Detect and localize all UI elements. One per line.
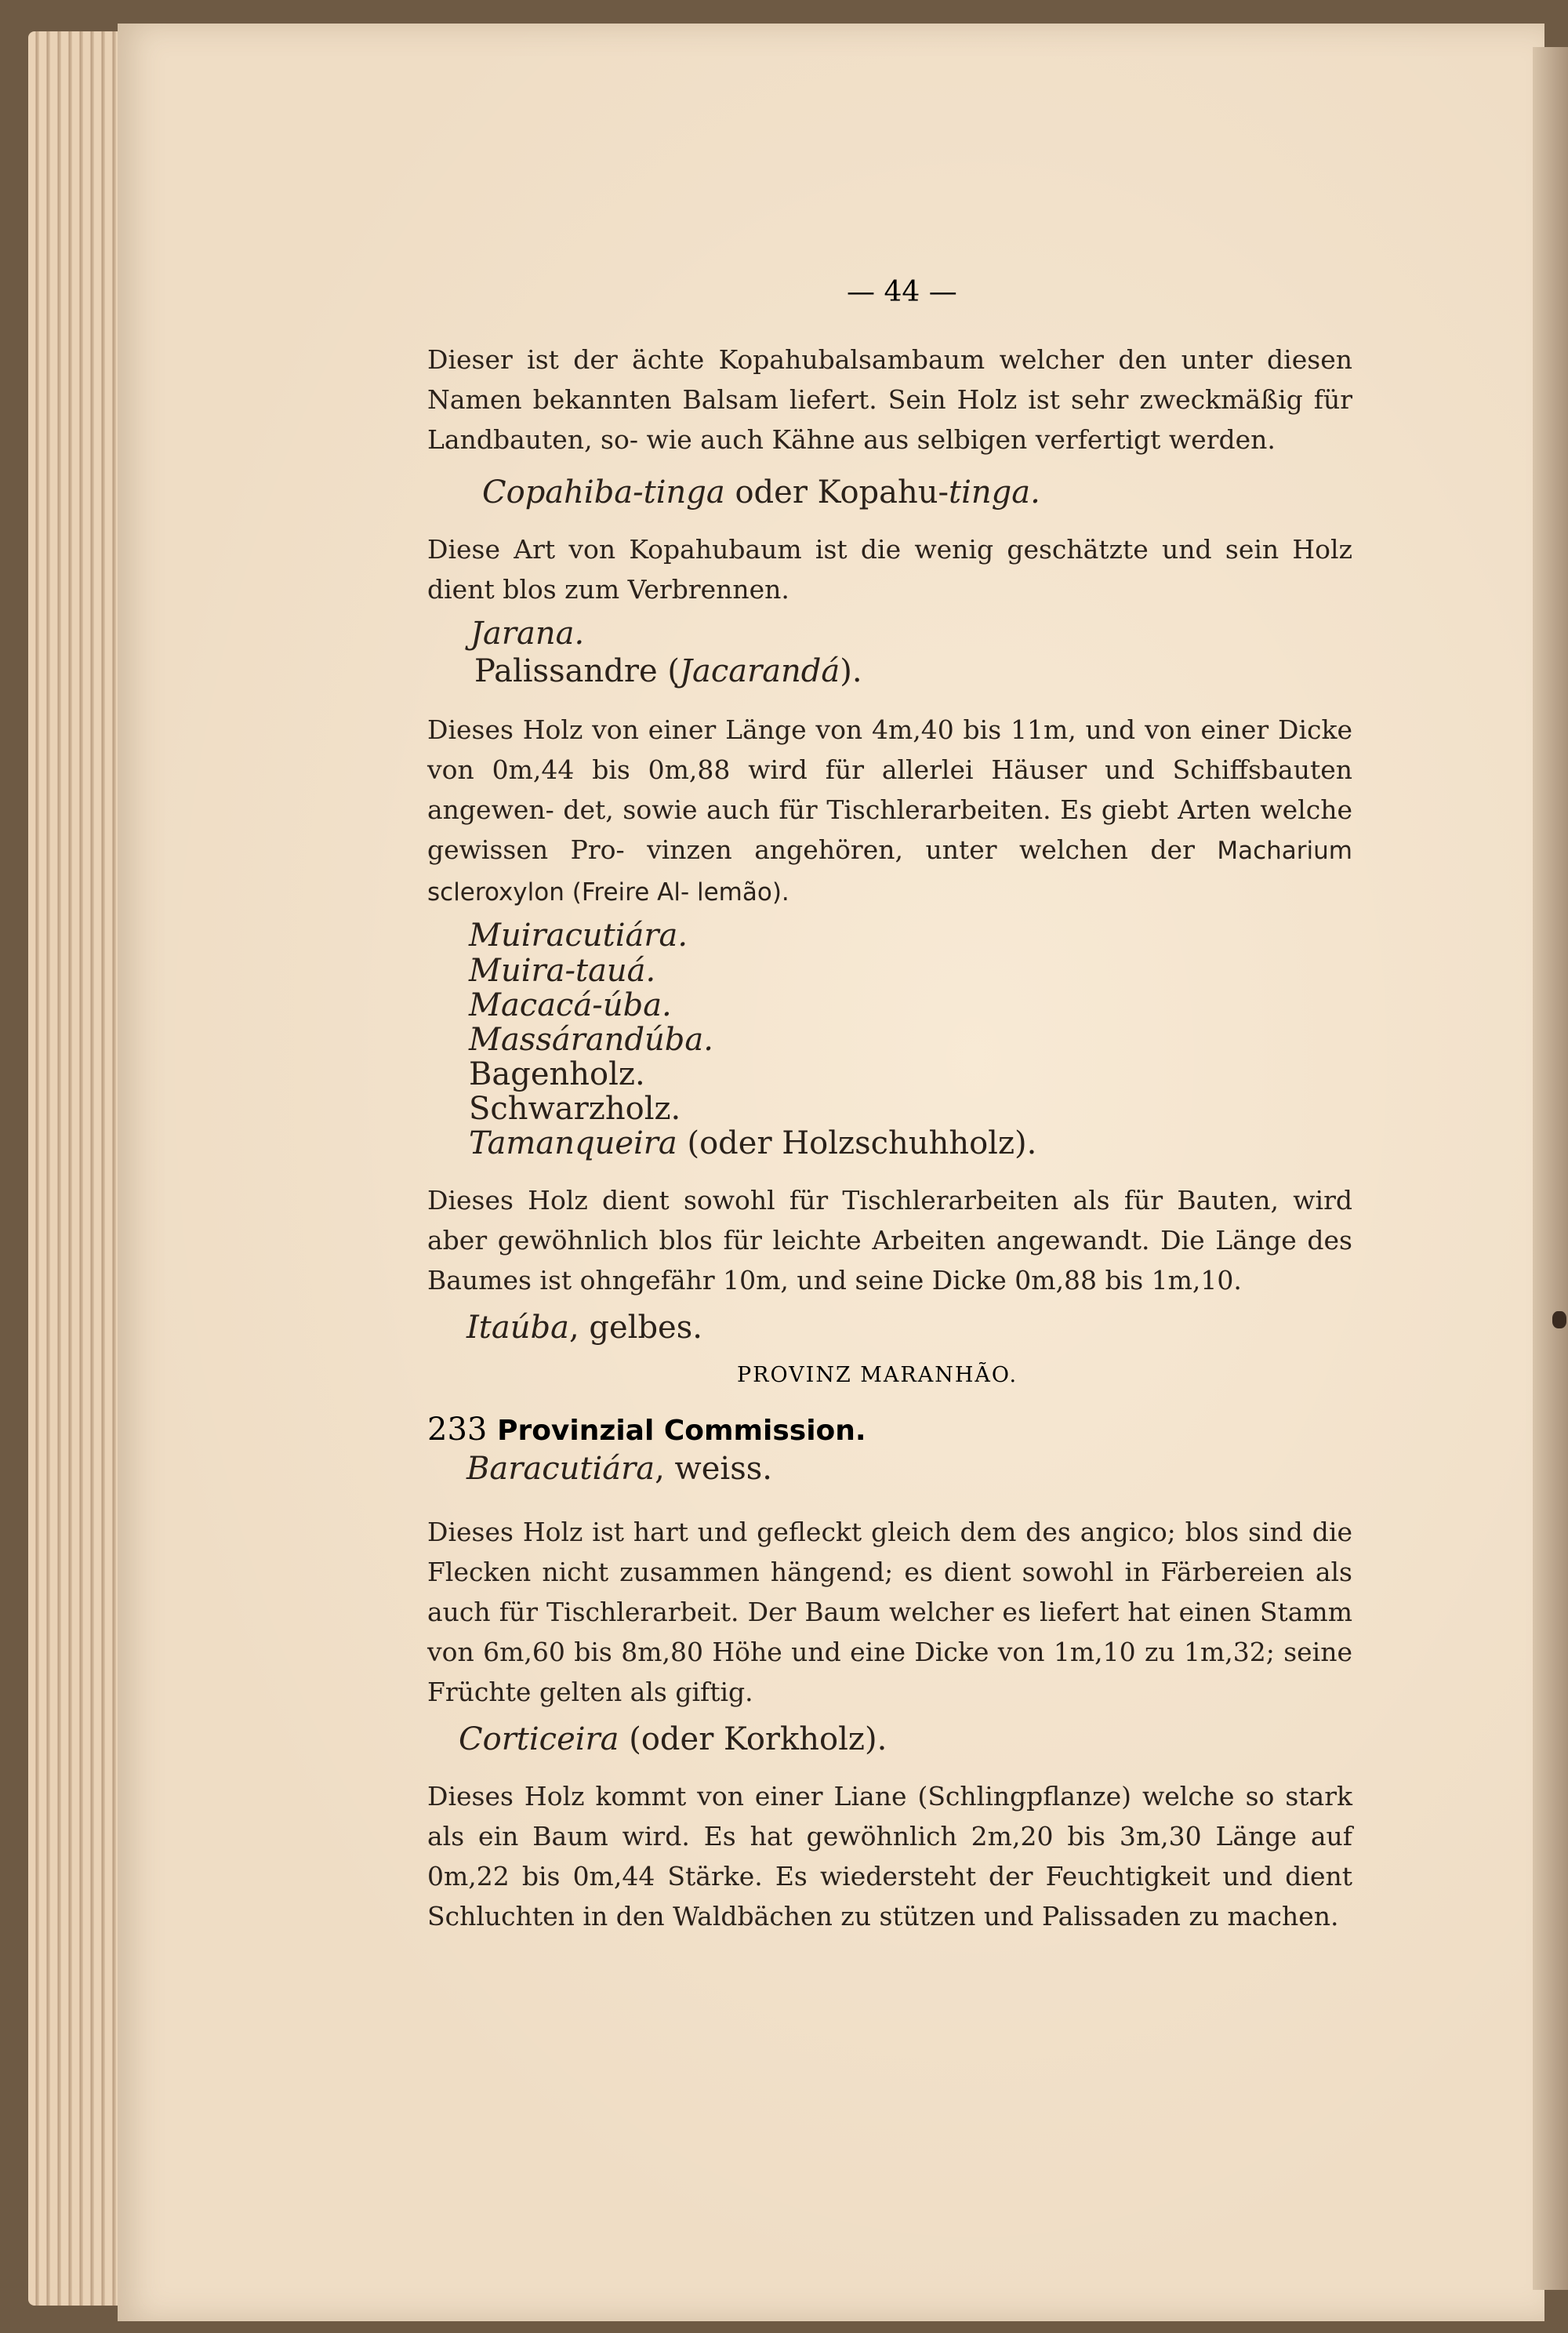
section-heading: PROVINZ MARANHÃO. — [737, 1363, 1018, 1387]
entry-name-text: ). — [840, 653, 862, 689]
entry-corticeira — [459, 1721, 887, 1757]
entry-massarandaba — [469, 1022, 713, 1058]
paragraph-palissandre — [427, 710, 1352, 913]
entry-name-italic: Baracutiára — [466, 1451, 655, 1487]
entry-name-text: (oder Holzschuhholz). — [677, 1125, 1037, 1161]
entry-name-text: Bagenholz. — [469, 1056, 645, 1092]
entry-name-italic: Muira-tauá. — [469, 953, 656, 989]
entry-itauba — [466, 1310, 702, 1346]
entry-tamanqueira — [469, 1125, 1036, 1161]
entry-name-italic: Corticeira — [459, 1721, 619, 1757]
commission-label: Provinzial Commission. — [497, 1415, 866, 1447]
entry-name-italic: Itaúba — [466, 1310, 569, 1346]
entry-name-text: (oder Korkholz). — [619, 1721, 887, 1757]
page-number: — 44 — — [847, 276, 957, 308]
entry-palissandre — [474, 653, 862, 689]
entry-name-italic: Macacá-úba. — [469, 987, 672, 1023]
paragraph-tamanqueira: Dieses Holz dient sowohl für Tischlerarbeiten als für Bauten, wird aber gewöhnlich blos für leichte Arbeiten angewandt. Die Länge des Baumes ist ohngefähr 10m, und seine Dicke 0m,88 bis 1m,10. — [427, 1185, 1352, 1296]
entry-baracutiara — [466, 1451, 772, 1487]
paragraph-text: Dieses Holz von einer Länge von 4m,40 bis 11m, und von einer Dicke von 0m,44 bis 0m,88 wird für allerlei Häuser und Schiffsbauten angewen- det, sowie auch für Tischlerarbeiten. Es giebt Arten welche gewissen Pro- vinzen angehören, unter welchen der — [427, 714, 1352, 865]
entry-name-italic: Tamanqueira — [469, 1125, 677, 1161]
entry-name-italic: Muiracutiára. — [469, 918, 688, 954]
paragraph-baracutiara: Dieses Holz ist hart und gefleckt gleich dem des angico; blos sind die Flecken nicht zusammen hängend; es dient sowohl in Färbereien als auch für Tischlerarbeit. Der Baum welcher es liefert hat einen Stamm von 6m,60 bis 8m,80 Höhe und eine Dicke von 1m,10 zu 1m,32; seine Früchte gelten als giftig. — [427, 1517, 1352, 1707]
entry-copahiba-tinga — [482, 474, 1040, 511]
entry-jarana — [470, 616, 584, 652]
commission-heading — [427, 1412, 866, 1448]
entry-name-italic: Massárandúba. — [469, 1022, 713, 1058]
paragraph-kopahubaum: Diese Art von Kopahubaum ist die wenig geschätzte und sein Holz dient blos zum Verbrennen. — [427, 534, 1352, 605]
entry-name-italic: tinga. — [949, 474, 1040, 511]
entry-name-text: Palissandre ( — [474, 653, 680, 689]
entry-schwarzholz — [469, 1091, 681, 1127]
facing-page-edge — [1533, 47, 1568, 2290]
entry-muira-taua — [469, 953, 655, 989]
paragraph-kopahu: Dieser ist der ächte Kopahubalsambaum welcher den unter diesen Namen bekannten Balsam liefert. Sein Holz ist sehr zweckmäßig für Landbauten, so- wie auch Kähne aus selbigen verfertigt werden. — [427, 344, 1352, 455]
entry-bagenholz — [469, 1056, 645, 1092]
entry-macaca-uba — [469, 987, 672, 1023]
paragraph-corticeira: Dieses Holz kommt von einer Liane (Schlingpflanze) welche so stark als ein Baum wird. Es hat gewöhnlich 2m,20 bis 3m,30 Länge auf 0m,22 bis 0m,44 Stärke. Es wiedersteht der Feuchtigkeit und dient Schluchten in den Waldbächen zu stützen und Palissaden zu machen. — [427, 1781, 1352, 1931]
entry-name-italic: Jacarandá — [679, 653, 840, 689]
entry-name-text: , weiss. — [655, 1451, 772, 1487]
entry-name-text: , gelbes. — [568, 1310, 702, 1346]
commission-number: 233 — [427, 1412, 498, 1448]
entry-name-italic: Copahiba-tinga — [482, 474, 725, 511]
page-marker — [1552, 1311, 1566, 1328]
latin-name: Macharium scleroxylon (Freire Al- lemão). — [427, 837, 1352, 907]
entry-muiracutiara — [469, 918, 688, 954]
entry-name-text: oder Kopahu- — [724, 474, 949, 511]
entry-name-text: Schwarzholz. — [469, 1091, 681, 1127]
entry-name-italic: Jarana. — [470, 616, 585, 652]
